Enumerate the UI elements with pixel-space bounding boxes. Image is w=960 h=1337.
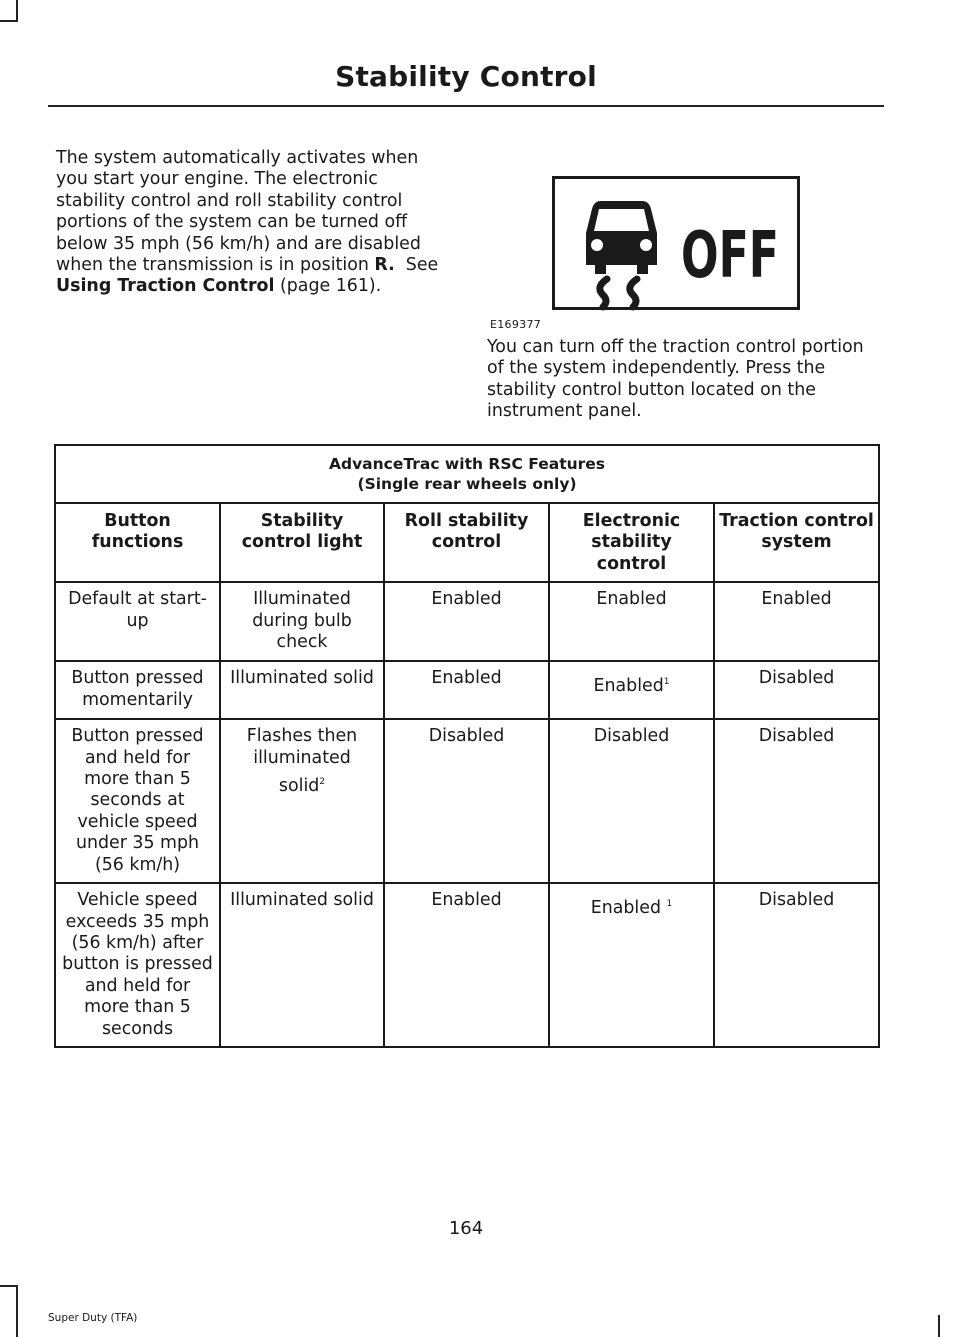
table-title: AdvanceTrac with RSC Features <box>328 455 606 473</box>
cell-esc <box>549 883 714 1047</box>
cell-light: Illuminated solid <box>220 661 384 719</box>
intro-text: The system automatically activates when you start your engine. The electronic stability control and roll stability control portions of the system can be turned off below 35 mph (56 km/h) and are disabled when the transmission is in position <box>56 148 421 276</box>
page-reference: (page 161). <box>279 276 382 297</box>
footnote-marker: 1 <box>663 677 670 688</box>
crop-mark <box>16 0 18 22</box>
cell-roll: Enabled <box>384 661 549 719</box>
column-header: Electronic stability control <box>549 503 714 582</box>
table-row <box>55 582 879 661</box>
light-value: Flashes then illuminated <box>246 726 358 768</box>
crop-mark <box>938 1315 940 1337</box>
cell-esc <box>549 661 714 719</box>
table-row <box>55 719 879 883</box>
table-caption <box>55 445 879 503</box>
column-header: Stability control light <box>220 503 384 582</box>
cell-light: Illuminated during bulb check <box>220 582 384 661</box>
cell-roll: Enabled <box>384 582 549 661</box>
column-header: Button functions <box>55 503 220 582</box>
cell-traction: Disabled <box>714 883 879 1047</box>
crop-mark <box>16 1285 18 1337</box>
page-title: Stability Control <box>335 60 597 93</box>
transmission-position: R. <box>374 255 395 276</box>
cell-function: Button pressed momentarily <box>55 661 220 719</box>
cell-traction: Disabled <box>714 719 879 883</box>
stability-control-off-figure <box>552 176 800 310</box>
cell-light: Illuminated solid <box>220 883 384 1047</box>
table-row <box>55 661 879 719</box>
crop-mark <box>0 20 18 22</box>
crop-mark <box>0 1285 18 1287</box>
footer-text: Super Duty (TFA) <box>48 1312 138 1324</box>
features-table <box>54 444 880 1048</box>
cell-esc: Enabled <box>549 582 714 661</box>
esc-value: Enabled <box>593 676 664 697</box>
footnote-marker: 1 <box>666 899 673 910</box>
column-header: Traction control system <box>714 503 879 582</box>
table-subtitle: (Single rear wheels only) <box>357 475 577 493</box>
cell-traction: Disabled <box>714 661 879 719</box>
intro-paragraph <box>56 148 448 298</box>
column-header: Roll stability control <box>384 503 549 582</box>
image-id: E169377 <box>490 318 542 331</box>
cell-esc: Disabled <box>549 719 714 883</box>
icon-off-text: OFF <box>681 219 779 293</box>
cell-function: Button pressed and held for more than 5 seconds at vehicle speed under 35 mph (56 km/h) <box>55 719 220 883</box>
table-row <box>55 883 879 1047</box>
cross-reference-link[interactable]: Using Traction Control <box>56 276 275 297</box>
see-label: See <box>405 255 439 276</box>
light-solid: solid <box>278 776 320 797</box>
cell-function: Vehicle speed exceeds 35 mph (56 km/h) after button is pressed and held for more than 5 seconds <box>55 883 220 1047</box>
stability-control-off-icon <box>555 179 797 307</box>
cell-function: Default at start-up <box>55 582 220 661</box>
cell-light <box>220 719 384 883</box>
side-paragraph: You can turn off the traction control portion of the system independently. Press the stability control button located on the instrument panel. <box>487 337 864 422</box>
cell-roll: Disabled <box>384 719 549 883</box>
footnote-marker: 2 <box>319 777 326 788</box>
cell-traction: Enabled <box>714 582 879 661</box>
cell-roll: Enabled <box>384 883 549 1047</box>
esc-value: Enabled <box>590 898 667 919</box>
page-number: 164 <box>448 1218 484 1239</box>
header-divider <box>48 105 884 107</box>
